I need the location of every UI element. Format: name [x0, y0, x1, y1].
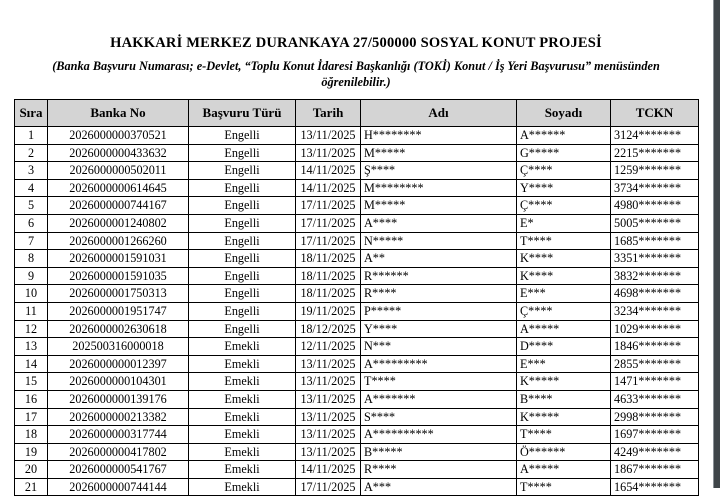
- column-header-banka-no: Banka No: [48, 100, 189, 127]
- document-subtitle: [0, 52, 712, 90]
- cell-soyadi: K*****: [517, 408, 611, 426]
- applicants-table-container: [14, 99, 698, 496]
- cell-banka-no: 2026000001266260: [48, 232, 189, 250]
- cell-soyadi: E***: [517, 285, 611, 303]
- cell-soyadi: A*****: [517, 461, 611, 479]
- cell-tckn: 3234*******: [611, 302, 699, 320]
- cell-tarih: 17/11/2025: [296, 214, 361, 232]
- cell-banka-no: 2026000002630618: [48, 320, 189, 338]
- cell-tckn: 1697*******: [611, 426, 699, 444]
- cell-sira: 21: [15, 478, 48, 496]
- cell-tarih: 18/12/2025: [296, 320, 361, 338]
- cell-tarih: 13/11/2025: [296, 443, 361, 461]
- cell-sira: 2: [15, 144, 48, 162]
- cell-tckn: 1471*******: [611, 373, 699, 391]
- cell-basvuru-turu: Engelli: [189, 267, 296, 285]
- cell-soyadi: Ç****: [517, 197, 611, 215]
- table-row: [15, 302, 699, 320]
- cell-sira: 8: [15, 250, 48, 268]
- cell-banka-no: 2026000001591031: [48, 250, 189, 268]
- cell-basvuru-turu: Emekli: [189, 373, 296, 391]
- cell-tckn: 1654*******: [611, 478, 699, 496]
- cell-tarih: 18/11/2025: [296, 285, 361, 303]
- cell-soyadi: K****: [517, 250, 611, 268]
- page-title: HAKKARİ MERKEZ DURANKAYA 27/500000 SOSYAL KONUT PROJESİ: [110, 35, 602, 51]
- cell-sira: 14: [15, 355, 48, 373]
- column-header-soyadi: Soyadı: [517, 100, 611, 127]
- table-row: [15, 461, 699, 479]
- cell-sira: 13: [15, 338, 48, 356]
- cell-soyadi: T****: [517, 232, 611, 250]
- cell-tckn: 4249*******: [611, 443, 699, 461]
- cell-banka-no: 2026000000744167: [48, 197, 189, 215]
- column-header-basvuru-turu: Başvuru Türü: [189, 100, 296, 127]
- subtitle-line-2: öğrenilebilir.): [321, 75, 391, 89]
- cell-soyadi: A*****: [517, 320, 611, 338]
- cell-adi: A*********: [361, 355, 517, 373]
- cell-soyadi: G*****: [517, 144, 611, 162]
- cell-tarih: 17/11/2025: [296, 478, 361, 496]
- table-row: [15, 285, 699, 303]
- cell-banka-no: 2026000000417802: [48, 443, 189, 461]
- cell-tckn: 2855*******: [611, 355, 699, 373]
- cell-tarih: 13/11/2025: [296, 355, 361, 373]
- cell-tarih: 13/11/2025: [296, 390, 361, 408]
- cell-tarih: 18/11/2025: [296, 250, 361, 268]
- table-row: [15, 355, 699, 373]
- cell-soyadi: Ö******: [517, 443, 611, 461]
- cell-banka-no: 2026000000541767: [48, 461, 189, 479]
- cell-sira: 4: [15, 179, 48, 197]
- cell-adi: B*****: [361, 443, 517, 461]
- cell-basvuru-turu: Engelli: [189, 232, 296, 250]
- cell-tarih: 13/11/2025: [296, 144, 361, 162]
- cell-tckn: 1846*******: [611, 338, 699, 356]
- column-header-tckn: TCKN: [611, 100, 699, 127]
- cell-tckn: 1685*******: [611, 232, 699, 250]
- cell-basvuru-turu: Emekli: [189, 478, 296, 496]
- table-row: [15, 373, 699, 391]
- cell-sira: 18: [15, 426, 48, 444]
- cell-tarih: 13/11/2025: [296, 408, 361, 426]
- cell-adi: M*****: [361, 144, 517, 162]
- cell-sira: 7: [15, 232, 48, 250]
- table-row: [15, 214, 699, 232]
- table-row: [15, 443, 699, 461]
- cell-basvuru-turu: Emekli: [189, 426, 296, 444]
- cell-sira: 6: [15, 214, 48, 232]
- cell-tarih: 14/11/2025: [296, 162, 361, 180]
- cell-basvuru-turu: Emekli: [189, 443, 296, 461]
- cell-adi: M*****: [361, 197, 517, 215]
- cell-adi: Ş****: [361, 162, 517, 180]
- table-row: [15, 390, 699, 408]
- table-row: [15, 197, 699, 215]
- cell-adi: R******: [361, 267, 517, 285]
- cell-soyadi: T****: [517, 426, 611, 444]
- cell-banka-no: 2026000000012397: [48, 355, 189, 373]
- cell-banka-no: 2026000000139176: [48, 390, 189, 408]
- cell-tarih: 18/11/2025: [296, 267, 361, 285]
- cell-tckn: 1259*******: [611, 162, 699, 180]
- table-row: [15, 426, 699, 444]
- cell-adi: M********: [361, 179, 517, 197]
- cell-soyadi: E***: [517, 355, 611, 373]
- cell-banka-no: 2026000001240802: [48, 214, 189, 232]
- cell-banka-no: 202500316000018: [48, 338, 189, 356]
- cell-banka-no: 2026000000744144: [48, 478, 189, 496]
- table-row: [15, 162, 699, 180]
- table-row: [15, 408, 699, 426]
- table-row: [15, 320, 699, 338]
- cell-adi: A**: [361, 250, 517, 268]
- cell-basvuru-turu: Engelli: [189, 320, 296, 338]
- applicants-table: [14, 99, 699, 496]
- cell-sira: 3: [15, 162, 48, 180]
- cell-sira: 11: [15, 302, 48, 320]
- cell-banka-no: 2026000001750313: [48, 285, 189, 303]
- table-row: [15, 144, 699, 162]
- cell-adi: N*****: [361, 232, 517, 250]
- cell-tarih: 13/11/2025: [296, 426, 361, 444]
- cell-banka-no: 2026000000614645: [48, 179, 189, 197]
- cell-adi: R****: [361, 285, 517, 303]
- cell-tckn: 1867*******: [611, 461, 699, 479]
- cell-sira: 15: [15, 373, 48, 391]
- cell-soyadi: Ç****: [517, 302, 611, 320]
- cell-basvuru-turu: Engelli: [189, 162, 296, 180]
- cell-adi: H********: [361, 127, 517, 145]
- cell-adi: S****: [361, 408, 517, 426]
- table-row: [15, 232, 699, 250]
- cell-basvuru-turu: Engelli: [189, 144, 296, 162]
- table-row: [15, 478, 699, 496]
- cell-adi: A*******: [361, 390, 517, 408]
- cell-sira: 5: [15, 197, 48, 215]
- cell-tckn: 5005*******: [611, 214, 699, 232]
- table-row: [15, 267, 699, 285]
- cell-soyadi: D****: [517, 338, 611, 356]
- cell-adi: P*****: [361, 302, 517, 320]
- subtitle-line-1: (Banka Başvuru Numarası; e-Devlet, “Toplu Konut İdaresi Başkanlığı (TOKİ) Konut / İş Yeri Başvurusu” menüsünden: [52, 59, 660, 73]
- cell-banka-no: 2026000001591035: [48, 267, 189, 285]
- cell-soyadi: Ç****: [517, 162, 611, 180]
- cell-sira: 17: [15, 408, 48, 426]
- cell-sira: 1: [15, 127, 48, 145]
- cell-tckn: 3734*******: [611, 179, 699, 197]
- cell-sira: 12: [15, 320, 48, 338]
- cell-tarih: 13/11/2025: [296, 373, 361, 391]
- cell-tckn: 1029*******: [611, 320, 699, 338]
- cell-basvuru-turu: Emekli: [189, 408, 296, 426]
- cell-basvuru-turu: Emekli: [189, 338, 296, 356]
- cell-sira: 9: [15, 267, 48, 285]
- cell-tarih: 17/11/2025: [296, 232, 361, 250]
- cell-tckn: 4980*******: [611, 197, 699, 215]
- column-header-sira: Sıra: [15, 100, 48, 127]
- table-row: [15, 179, 699, 197]
- cell-tckn: 4698*******: [611, 285, 699, 303]
- cell-basvuru-turu: Engelli: [189, 250, 296, 268]
- cell-soyadi: K*****: [517, 373, 611, 391]
- cell-tarih: 14/11/2025: [296, 461, 361, 479]
- cell-basvuru-turu: Engelli: [189, 302, 296, 320]
- cell-sira: 19: [15, 443, 48, 461]
- column-header-adi: Adı: [361, 100, 517, 127]
- cell-sira: 10: [15, 285, 48, 303]
- cell-tckn: 2998*******: [611, 408, 699, 426]
- table-body: [15, 127, 699, 496]
- cell-adi: A****: [361, 214, 517, 232]
- cell-soyadi: T****: [517, 478, 611, 496]
- cell-sira: 20: [15, 461, 48, 479]
- cell-basvuru-turu: Engelli: [189, 285, 296, 303]
- cell-soyadi: Y****: [517, 179, 611, 197]
- cell-banka-no: 2026000000370521: [48, 127, 189, 145]
- cell-banka-no: 2026000001951747: [48, 302, 189, 320]
- page-edge-strip: [713, 0, 720, 488]
- cell-adi: T****: [361, 373, 517, 391]
- column-header-tarih: Tarih: [296, 100, 361, 127]
- cell-basvuru-turu: Engelli: [189, 127, 296, 145]
- cell-banka-no: 2026000000502011: [48, 162, 189, 180]
- table-row: [15, 338, 699, 356]
- cell-banka-no: 2026000000433632: [48, 144, 189, 162]
- cell-tarih: 13/11/2025: [296, 127, 361, 145]
- cell-basvuru-turu: Emekli: [189, 355, 296, 373]
- cell-tckn: 4633*******: [611, 390, 699, 408]
- cell-tarih: 12/11/2025: [296, 338, 361, 356]
- cell-tckn: 3351*******: [611, 250, 699, 268]
- cell-tckn: 3832*******: [611, 267, 699, 285]
- cell-soyadi: A******: [517, 127, 611, 145]
- cell-basvuru-turu: Emekli: [189, 461, 296, 479]
- cell-tarih: 14/11/2025: [296, 179, 361, 197]
- cell-basvuru-turu: Engelli: [189, 179, 296, 197]
- cell-adi: A***: [361, 478, 517, 496]
- cell-basvuru-turu: Engelli: [189, 197, 296, 215]
- cell-basvuru-turu: Engelli: [189, 214, 296, 232]
- cell-tarih: 19/11/2025: [296, 302, 361, 320]
- cell-sira: 16: [15, 390, 48, 408]
- cell-adi: A**********: [361, 426, 517, 444]
- cell-banka-no: 2026000000317744: [48, 426, 189, 444]
- cell-tarih: 17/11/2025: [296, 197, 361, 215]
- cell-tckn: 3124*******: [611, 127, 699, 145]
- cell-tckn: 2215*******: [611, 144, 699, 162]
- cell-soyadi: K****: [517, 267, 611, 285]
- table-header: [15, 100, 699, 127]
- cell-adi: Y****: [361, 320, 517, 338]
- cell-basvuru-turu: Emekli: [189, 390, 296, 408]
- table-row: [15, 250, 699, 268]
- cell-soyadi: B****: [517, 390, 611, 408]
- cell-banka-no: 2026000000213382: [48, 408, 189, 426]
- cell-soyadi: E*: [517, 214, 611, 232]
- table-row: [15, 127, 699, 145]
- table-header-row: [15, 100, 699, 127]
- cell-banka-no: 2026000000104301: [48, 373, 189, 391]
- cell-adi: R****: [361, 461, 517, 479]
- cell-adi: N***: [361, 338, 517, 356]
